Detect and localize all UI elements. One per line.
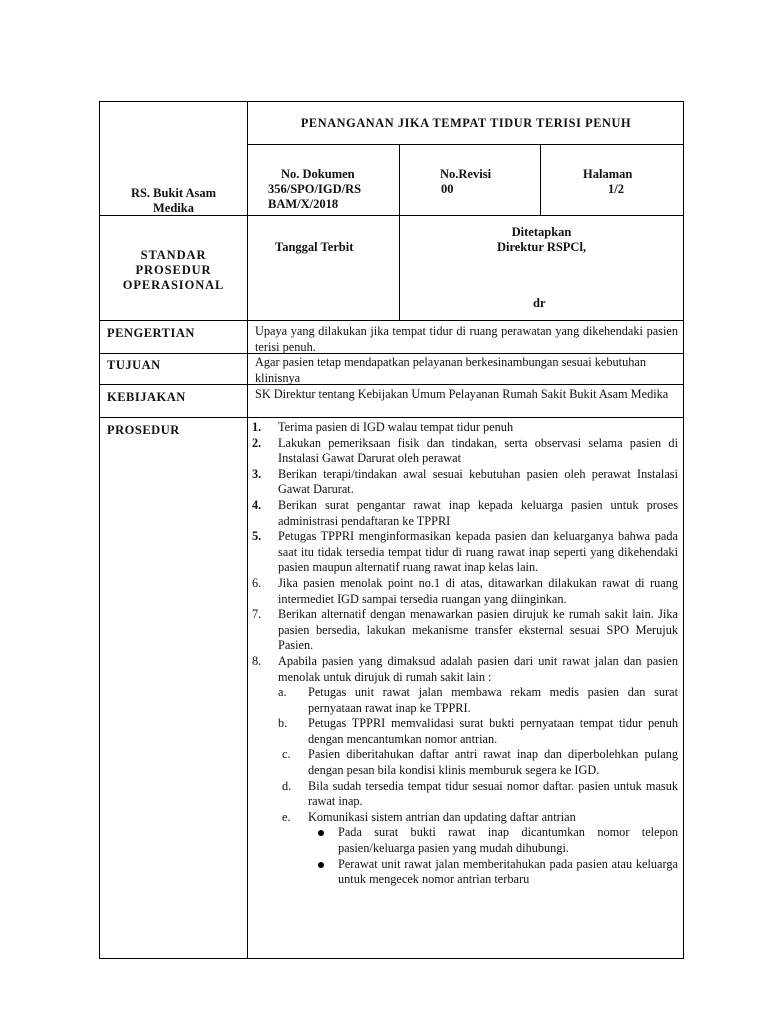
bullet-dot-icon — [318, 830, 324, 836]
approval-block — [400, 225, 683, 255]
divider-title-bottom — [247, 144, 684, 145]
divider-vertical-main — [247, 101, 248, 959]
sub-procedure-item — [250, 747, 678, 778]
procedure-number: 6. — [252, 575, 262, 590]
pengertian-text: Upaya yang dilakukan jika tempat tidur di ruang perawatan yang dikehendaki pasien terisi penuh. — [255, 324, 678, 354]
revision-value: 00 — [441, 182, 454, 196]
page-value: 1/2 — [608, 182, 624, 196]
procedure-number: 7. — [252, 607, 262, 622]
procedure-item — [250, 529, 678, 576]
procedure-text: Berikan alternatif dengan menawarkan pasien dirujuk ke rumah sakit lain. Jika pasien bersedia, lakukan mekanisme transfer eksternal sesuai SPO Merujuk Pasien. — [278, 607, 678, 653]
sub-procedure-text: Petugas TPPRI memvalidasi surat bukti pernyataan tempat tidur penuh dengan mencantumkan nomor antrian. — [308, 716, 678, 746]
sub-procedure-text: Pasien diberitahukan daftar antri rawat inap dan diperbolehkan pulang dengan pesan bila kondisi klinis memburuk segera ke IGD. — [308, 747, 678, 778]
procedure-item — [250, 607, 678, 654]
sub-procedure-letter: d. — [282, 778, 292, 793]
procedure-number: 4. — [252, 497, 262, 512]
sub-procedure-item — [250, 810, 678, 826]
procedure-number: 8. — [252, 653, 262, 668]
tujuan-text: Agar pasien tetap mendapatkan pelayanan berkesinambungan sesuai kebutuhan klinisnya — [255, 355, 646, 385]
document-number-label: No. Dokumen — [281, 167, 355, 181]
procedure-item — [250, 576, 678, 607]
hospital-name-line2: Medika — [153, 201, 194, 215]
procedure-text: Berikan surat pengantar rawat inap kepada keluarga pasien untuk proses administrasi pendaftaran ke TPPRI — [278, 497, 678, 528]
revision — [440, 167, 535, 197]
sub-procedure-item — [250, 716, 678, 747]
procedure-number: 1. — [252, 420, 262, 434]
sub-procedure-letter: e. — [282, 809, 291, 824]
table-border-left — [99, 101, 100, 959]
sub-procedure-letter: c. — [282, 747, 291, 762]
sop-label-line3: OPERASIONAL — [122, 278, 225, 292]
procedure-list — [250, 420, 678, 888]
sub-procedure-text: Petugas unit rawat jalan membawa rekam medis pasien dan surat pernyataan rawat inap ke TPPRI. — [308, 685, 678, 715]
prosedur-label: PROSEDUR — [107, 423, 180, 437]
bullet-item — [250, 825, 678, 856]
procedure-number: 3. — [252, 466, 262, 481]
document-number-line1: 356/SPO/IGD/RS — [268, 182, 362, 196]
table-border-bottom — [99, 958, 684, 959]
kebijakan-text: SK Direktur tentang Kebijakan Umum Pelayanan Rumah Sakit Bukit Asam Medika — [255, 387, 669, 401]
divider-row-kebijakan — [99, 417, 684, 418]
table-border-top — [99, 101, 684, 102]
kebijakan-label: KEBIJAKAN — [107, 390, 186, 404]
sop-label — [100, 248, 247, 293]
signature-dr: dr — [533, 296, 546, 310]
sub-procedure-letter: b. — [278, 716, 288, 731]
sub-procedure-item — [250, 779, 678, 810]
issue-date-label: Tanggal Terbit — [275, 240, 354, 254]
sop-label-line1: STANDAR — [140, 248, 207, 262]
document-title: PENANGANAN JIKA TEMPAT TIDUR TERISI PENUH — [300, 116, 632, 130]
bullet-text: Pada surat bukti rawat inap dicantumkan nomor telepon pasien/keluarga pasien yang mudah dihubungi. — [338, 825, 678, 856]
document-number-line2: BAM/X/2018 — [268, 197, 339, 211]
tujuan-label: TUJUAN — [107, 358, 161, 372]
page-info — [583, 167, 678, 197]
sub-procedure-letter: a. — [278, 685, 287, 700]
document-number — [268, 167, 393, 212]
page-label: Halaman — [583, 167, 633, 181]
bullet-dot-icon — [318, 862, 324, 868]
procedure-item — [250, 654, 678, 685]
hospital-name-line1: RS. Bukit Asam — [130, 186, 217, 200]
bullet-item — [250, 857, 678, 888]
sub-procedure-item — [250, 685, 678, 716]
procedure-text: Jika pasien menolak point no.1 di atas, ditawarkan dilakukan rawat di ruang intermediet IGD sampai tersedia ruangan yang diinginkan. — [278, 575, 678, 606]
approval-line2: Direktur RSPCl, — [496, 240, 587, 254]
procedure-number: 2. — [252, 435, 262, 450]
procedure-text: Apabila pasien yang dimaksud adalah pasien dari unit rawat jalan dan pasien menolak untuk dirujuk di rumah sakit lain : — [278, 653, 678, 684]
sop-label-line2: PROSEDUR — [135, 263, 212, 277]
procedure-item — [250, 436, 678, 467]
table-border-right — [683, 101, 684, 959]
procedure-number: 5. — [252, 529, 262, 544]
hospital-name — [100, 186, 247, 216]
procedure-item — [250, 467, 678, 498]
divider-page-col — [540, 144, 541, 216]
procedure-item — [250, 420, 678, 436]
procedure-text: Terima pasien di IGD walau tempat tidur penuh — [278, 420, 514, 434]
sub-procedure-text: Bila sudah tersedia tempat tidur sesuai nomor daftar. pasien untuk masuk rawat inap. — [308, 778, 678, 809]
procedure-text: Berikan terapi/tindakan awal sesuai kebutuhan pasien oleh perawat Instalasi Gawat Darurat. — [278, 466, 678, 497]
sub-procedure-text: Komunikasi sistem antrian dan updating daftar antrian — [308, 809, 576, 824]
divider-row-header — [99, 320, 684, 321]
bullet-text: Perawat unit rawat jalan memberitahukan pada pasien atau keluarga untuk mengecek nomor antrian terbaru — [338, 856, 678, 887]
procedure-item — [250, 498, 678, 529]
pengertian-label: PENGERTIAN — [107, 326, 195, 340]
procedure-text: Lakukan pemeriksaan fisik dan tindakan, serta observasi selama pasien di Instalasi Gawat Darurat oleh perawat — [278, 435, 678, 466]
revision-label: No.Revisi — [440, 167, 492, 181]
procedure-text: Petugas TPPRI menginformasikan kepada pasien dan keluarganya bahwa pada saat itu tidak tersedia tempat tidur di ruang rawat inap seperti yang dikehendaki pasien maupun alternatif ruang rawat inap kelas lain. — [278, 529, 678, 575]
approval-line1: Ditetapkan — [511, 225, 572, 239]
